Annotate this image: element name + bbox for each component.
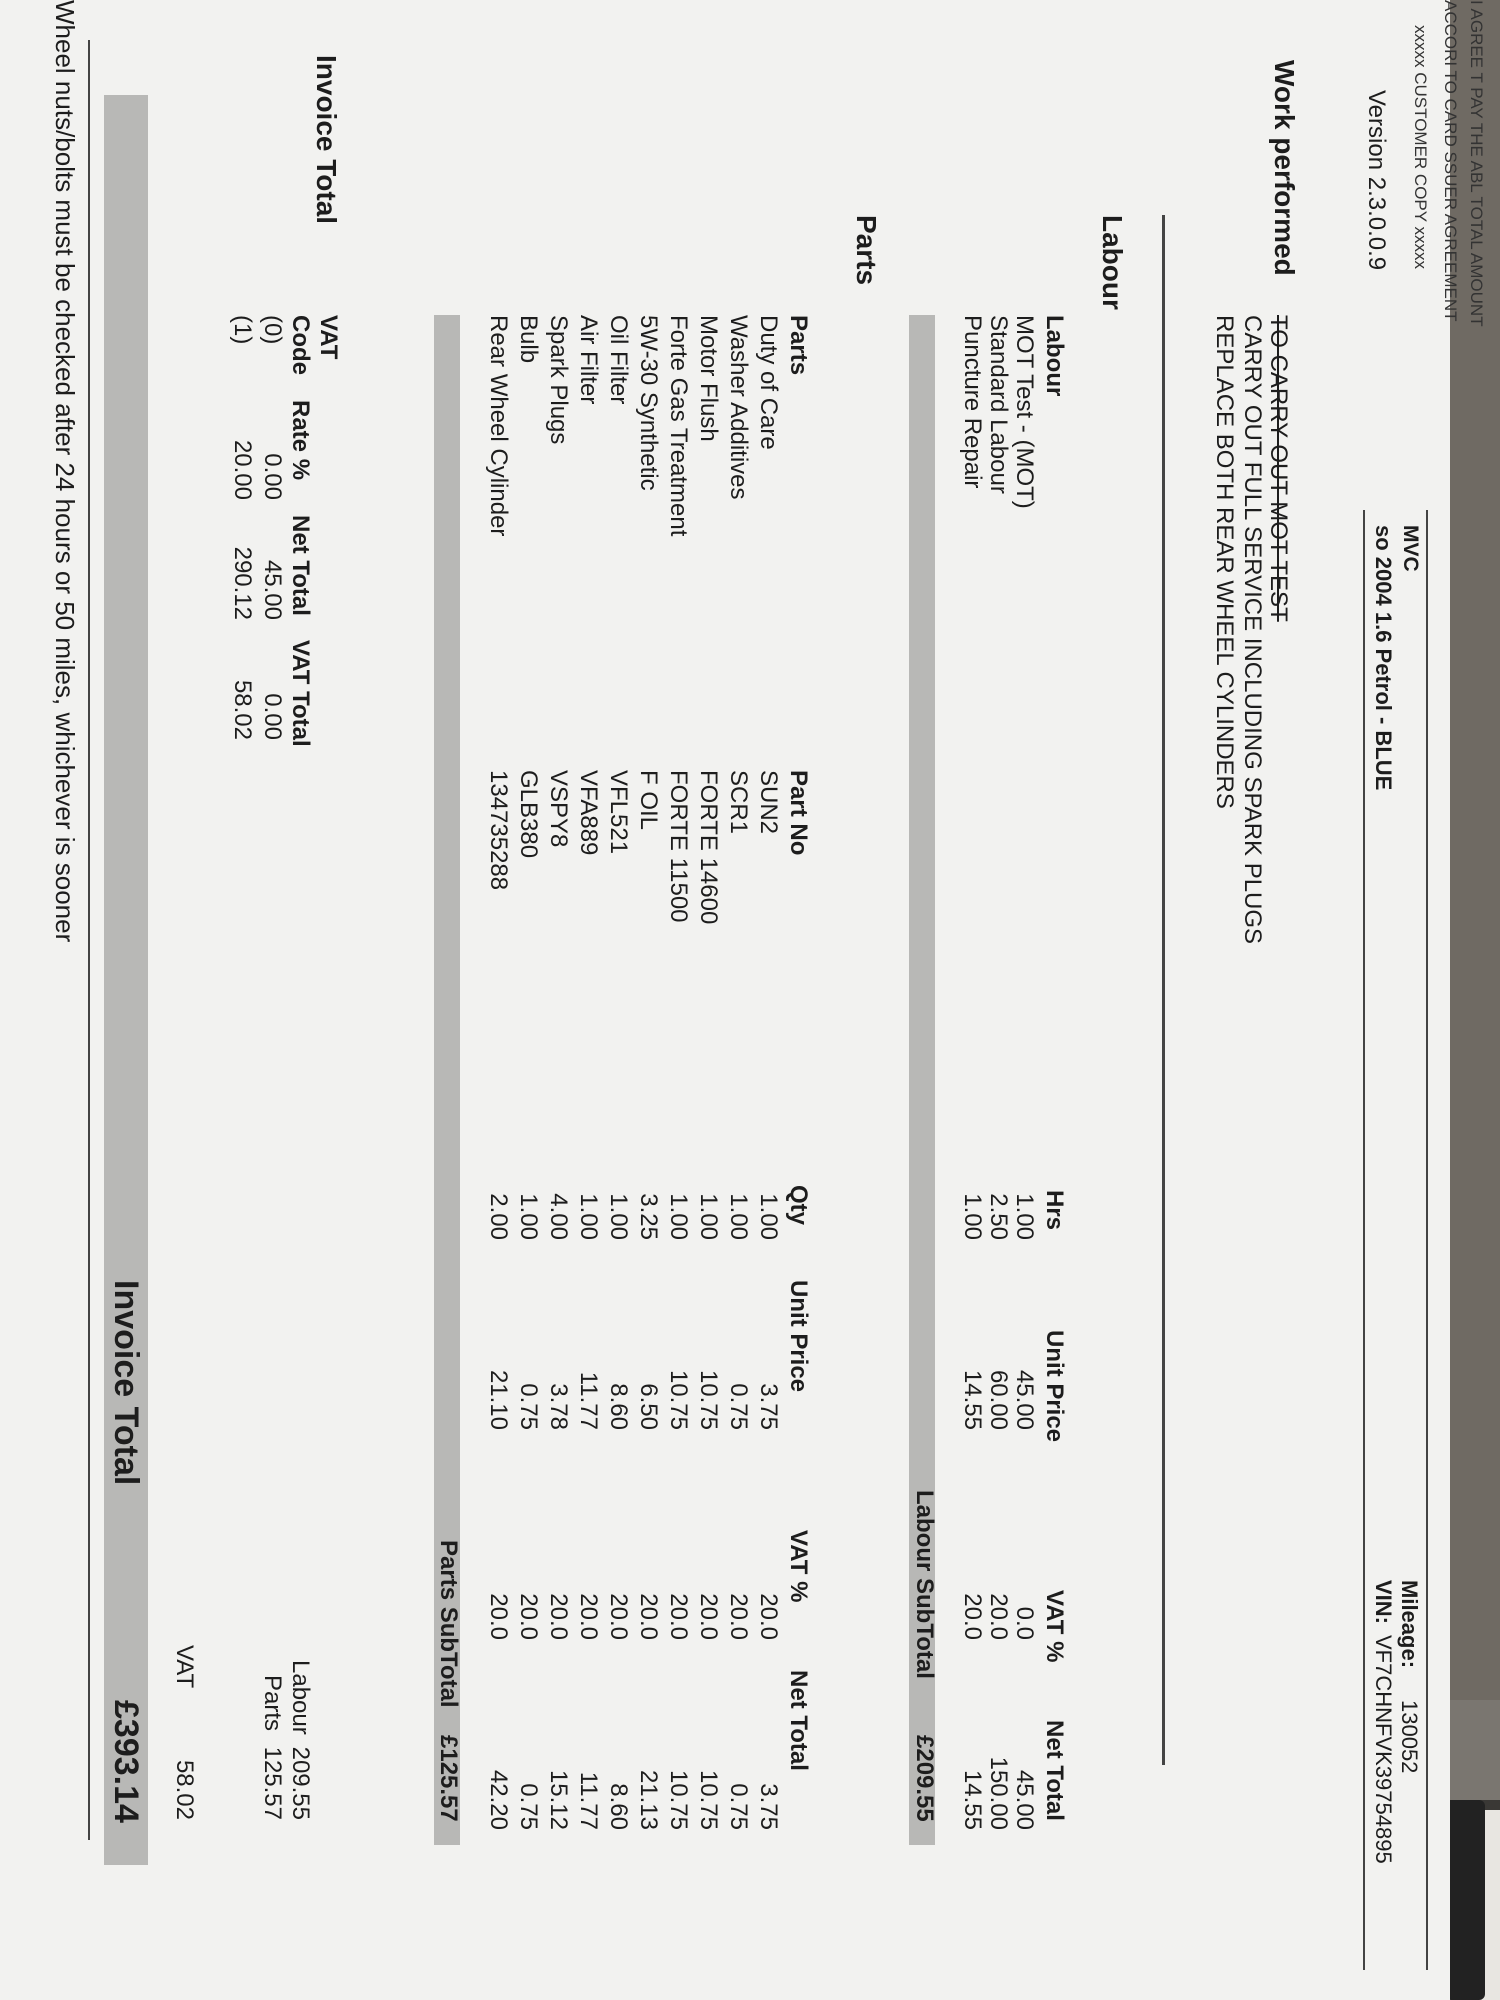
parts-row-3-partno: FORTE 11500 (665, 770, 692, 923)
parts-row-6-partno: VFA889 (575, 770, 602, 856)
work-line-2: CARRY OUT FULL SERVICE INCLUDING SPARK PLUGS (1239, 315, 1266, 945)
parts-row-0-unit: 3.75 (755, 1383, 782, 1430)
parts-row-1-vat: 20.0 (725, 1593, 752, 1640)
parts-header-qty: Qty (785, 1185, 812, 1226)
footer-rule (88, 40, 90, 1840)
labour-row-2-desc: Puncture Repair (959, 315, 986, 489)
vin-label: VIN: (1371, 1580, 1396, 1624)
parts-row-4-net: 21.13 (635, 1769, 662, 1830)
parts-row-0-net: 3.75 (755, 1783, 782, 1830)
parts-row-9-net: 42.20 (485, 1769, 512, 1830)
parts-header-unit: Unit Price (785, 1280, 812, 1393)
version-label: Version 2.3.0.0.9 (1363, 90, 1390, 271)
labour-row-0-net: 45.00 (1011, 1769, 1038, 1830)
invoice-document (50, 0, 1500, 2000)
parts-row-3-desc: Forte Gas Treatment (665, 315, 692, 537)
parts-row-1-desc: Washer Additives (725, 315, 752, 500)
labour-row-0-vat: 0.0 (1011, 1606, 1038, 1640)
parts-row-9-desc: Rear Wheel Cylinder (485, 315, 512, 537)
parts-subtotal-label: Parts SubTotal (435, 1540, 462, 1708)
summary-vat-label: VAT (171, 1645, 198, 1689)
labour-rule (1162, 215, 1165, 1765)
vat-row-0-code: (0) (259, 315, 286, 345)
labour-row-1-desc: Standard Labour (985, 315, 1012, 494)
vat-row-1-vat: 58.02 (229, 679, 256, 740)
mileage-value: 130052 (1397, 1700, 1422, 1774)
parts-section-title: Parts (851, 215, 882, 286)
parts-row-4-vat: 20.0 (635, 1593, 662, 1640)
invoice-total-band (104, 95, 148, 1865)
labour-row-2-unit: 14.55 (959, 1369, 986, 1430)
header-rule-bottom (1363, 510, 1365, 1970)
parts-row-2-net: 10.75 (695, 1769, 722, 1830)
vat-row-0-rate: 0.00 (259, 453, 286, 500)
parts-row-2-vat: 20.0 (695, 1593, 722, 1640)
parts-header-net: Net Total (785, 1670, 812, 1771)
parts-row-6-desc: Air Filter (575, 315, 602, 405)
labour-row-1-net: 150.00 (985, 1756, 1012, 1830)
parts-row-8-net: 0.75 (515, 1783, 542, 1830)
parts-row-9-partno: 134735288 (485, 770, 512, 891)
labour-subtotal-value: £209.55 (911, 1735, 938, 1822)
parts-row-9-qty: 2.00 (485, 1193, 512, 1240)
parts-row-0-desc: Duty of Care (755, 315, 782, 450)
vat-header-code: Code (287, 315, 314, 375)
parts-row-3-unit: 10.75 (665, 1369, 692, 1430)
labour-row-2-net: 14.55 (959, 1769, 986, 1830)
parts-row-6-qty: 1.00 (575, 1193, 602, 1240)
parts-row-6-net: 11.77 (575, 1771, 602, 1830)
parts-header-vat: VAT % (785, 1530, 812, 1603)
parts-row-8-unit: 0.75 (515, 1383, 542, 1430)
parts-row-2-partno: FORTE 14600 (695, 770, 722, 925)
parts-row-7-unit: 3.78 (545, 1383, 572, 1430)
parts-row-3-qty: 1.00 (665, 1193, 692, 1240)
labour-row-1-hrs: 2.50 (985, 1193, 1012, 1240)
parts-row-8-vat: 20.0 (515, 1593, 542, 1640)
parts-row-7-vat: 20.0 (545, 1593, 572, 1640)
parts-header-partno: Part No (785, 770, 812, 856)
parts-row-2-desc: Motor Flush (695, 315, 722, 442)
labour-header-hrs: Hrs (1041, 1190, 1068, 1231)
vat-header-net: Net Total (287, 515, 314, 616)
parts-row-5-vat: 20.0 (605, 1593, 632, 1640)
labour-header-net: Net Total (1041, 1720, 1068, 1821)
vat-row-1-code: (1) (229, 315, 256, 345)
mileage-label: Mileage: (1397, 1580, 1422, 1669)
labour-header-desc: Labour (1041, 315, 1068, 397)
make-label: MVC (1399, 525, 1422, 572)
parts-row-4-desc: 5W-30 Synthetic (635, 315, 662, 491)
vehicle-description: so 2004 1.6 Petrol - BLUE (1371, 525, 1396, 791)
parts-header-desc: Parts (785, 315, 812, 376)
parts-row-0-qty: 1.00 (755, 1193, 782, 1240)
parts-row-8-qty: 1.00 (515, 1193, 542, 1240)
summary-labour-label: Labour (287, 1660, 314, 1735)
labour-header-vat: VAT % (1041, 1590, 1068, 1663)
vat-row-0-vat: 0.00 (259, 693, 286, 740)
parts-row-1-unit: 0.75 (725, 1383, 752, 1430)
labour-row-0-desc: MOT Test - (MOT) (1011, 315, 1038, 509)
parts-row-8-partno: GLB380 (515, 770, 542, 859)
vin-value: VF7CHNFVK39754895 (1371, 1635, 1396, 1864)
grand-total-label: Invoice Total (107, 1280, 145, 1486)
parts-row-5-qty: 1.00 (605, 1193, 632, 1240)
vat-header-vat: VAT Total (287, 640, 314, 747)
parts-row-7-net: 15.12 (545, 1769, 572, 1830)
parts-row-1-net: 0.75 (725, 1783, 752, 1830)
parts-row-6-unit: 11.77 (575, 1371, 602, 1430)
labour-row-1-vat: 20.0 (985, 1593, 1012, 1640)
parts-row-4-partno: F OIL (635, 770, 662, 831)
parts-row-7-partno: VSPY8 (545, 770, 572, 848)
parts-row-7-desc: Spark Plugs (545, 315, 572, 445)
parts-row-2-unit: 10.75 (695, 1369, 722, 1430)
parts-row-1-partno: SCR1 (725, 770, 752, 835)
parts-row-3-net: 10.75 (665, 1769, 692, 1830)
parts-row-7-qty: 4.00 (545, 1193, 572, 1240)
vat-row-0-net: 45.00 (259, 559, 286, 620)
parts-row-5-desc: Oil Filter (605, 315, 632, 405)
labour-section-title: Labour (1097, 215, 1128, 310)
work-performed-label: Work performed (1269, 60, 1300, 276)
summary-parts-label: Parts (259, 1675, 286, 1732)
work-line-1: TO CARRY OUT MOT TEST (1265, 315, 1292, 622)
labour-row-0-unit: 45.00 (1011, 1369, 1038, 1430)
parts-row-5-partno: VFL521 (605, 770, 632, 855)
summary-vat-value: 58.02 (171, 1759, 198, 1820)
parts-row-9-unit: 21.10 (485, 1369, 512, 1430)
labour-row-0-hrs: 1.00 (1011, 1193, 1038, 1240)
summary-parts-value: 125.57 (259, 1746, 286, 1820)
vat-row-1-rate: 20.00 (229, 439, 256, 500)
parts-row-2-qty: 1.00 (695, 1193, 722, 1240)
vat-header-rate: Rate % (287, 400, 314, 481)
parts-row-0-partno: SUN2 (755, 770, 782, 835)
invoice-total-label: Invoice Total (311, 55, 342, 225)
parts-row-6-vat: 20.0 (575, 1593, 602, 1640)
parts-row-5-net: 8.60 (605, 1783, 632, 1830)
summary-labour-value: 209.55 (287, 1746, 314, 1820)
labour-row-2-hrs: 1.00 (959, 1193, 986, 1240)
agreement-line-1: I AGREE T PAY THE ABL TOTAL AMOUNT (1467, 0, 1486, 327)
parts-row-3-vat: 20.0 (665, 1593, 692, 1640)
vat-row-1-net: 290.12 (229, 546, 256, 620)
parts-row-4-unit: 6.50 (635, 1383, 662, 1430)
agreement-line-2: ACCORI TO CARD SSUER AGREEMENT (1441, 0, 1460, 322)
parts-row-8-desc: Bulb (515, 315, 542, 364)
grand-total-value: £393.14 (107, 1700, 145, 1823)
footer-note: Wheel nuts/bolts must be checked after 24 hours or 50 miles, whichever is sooner (50, 0, 80, 943)
parts-row-5-unit: 8.60 (605, 1383, 632, 1430)
parts-row-0-vat: 20.0 (755, 1593, 782, 1640)
vat-heading: VAT (315, 315, 342, 360)
parts-row-1-qty: 1.00 (725, 1193, 752, 1240)
labour-subtotal-label: Labour SubTotal (911, 1490, 938, 1679)
labour-header-unit: Unit Price (1041, 1330, 1068, 1443)
parts-subtotal-value: £125.57 (435, 1735, 462, 1822)
copy-label: xxxxx CUSTOMER COPY xxxxx (1411, 25, 1430, 270)
header-rule-top (1426, 510, 1428, 1970)
labour-row-1-unit: 60.00 (985, 1369, 1012, 1430)
work-line-3: REPLACE BOTH REAR WHEEL CYLINDERS (1211, 315, 1238, 809)
parts-row-9-vat: 20.0 (485, 1593, 512, 1640)
parts-row-4-qty: 3.25 (635, 1193, 662, 1240)
labour-row-2-vat: 20.0 (959, 1593, 986, 1640)
